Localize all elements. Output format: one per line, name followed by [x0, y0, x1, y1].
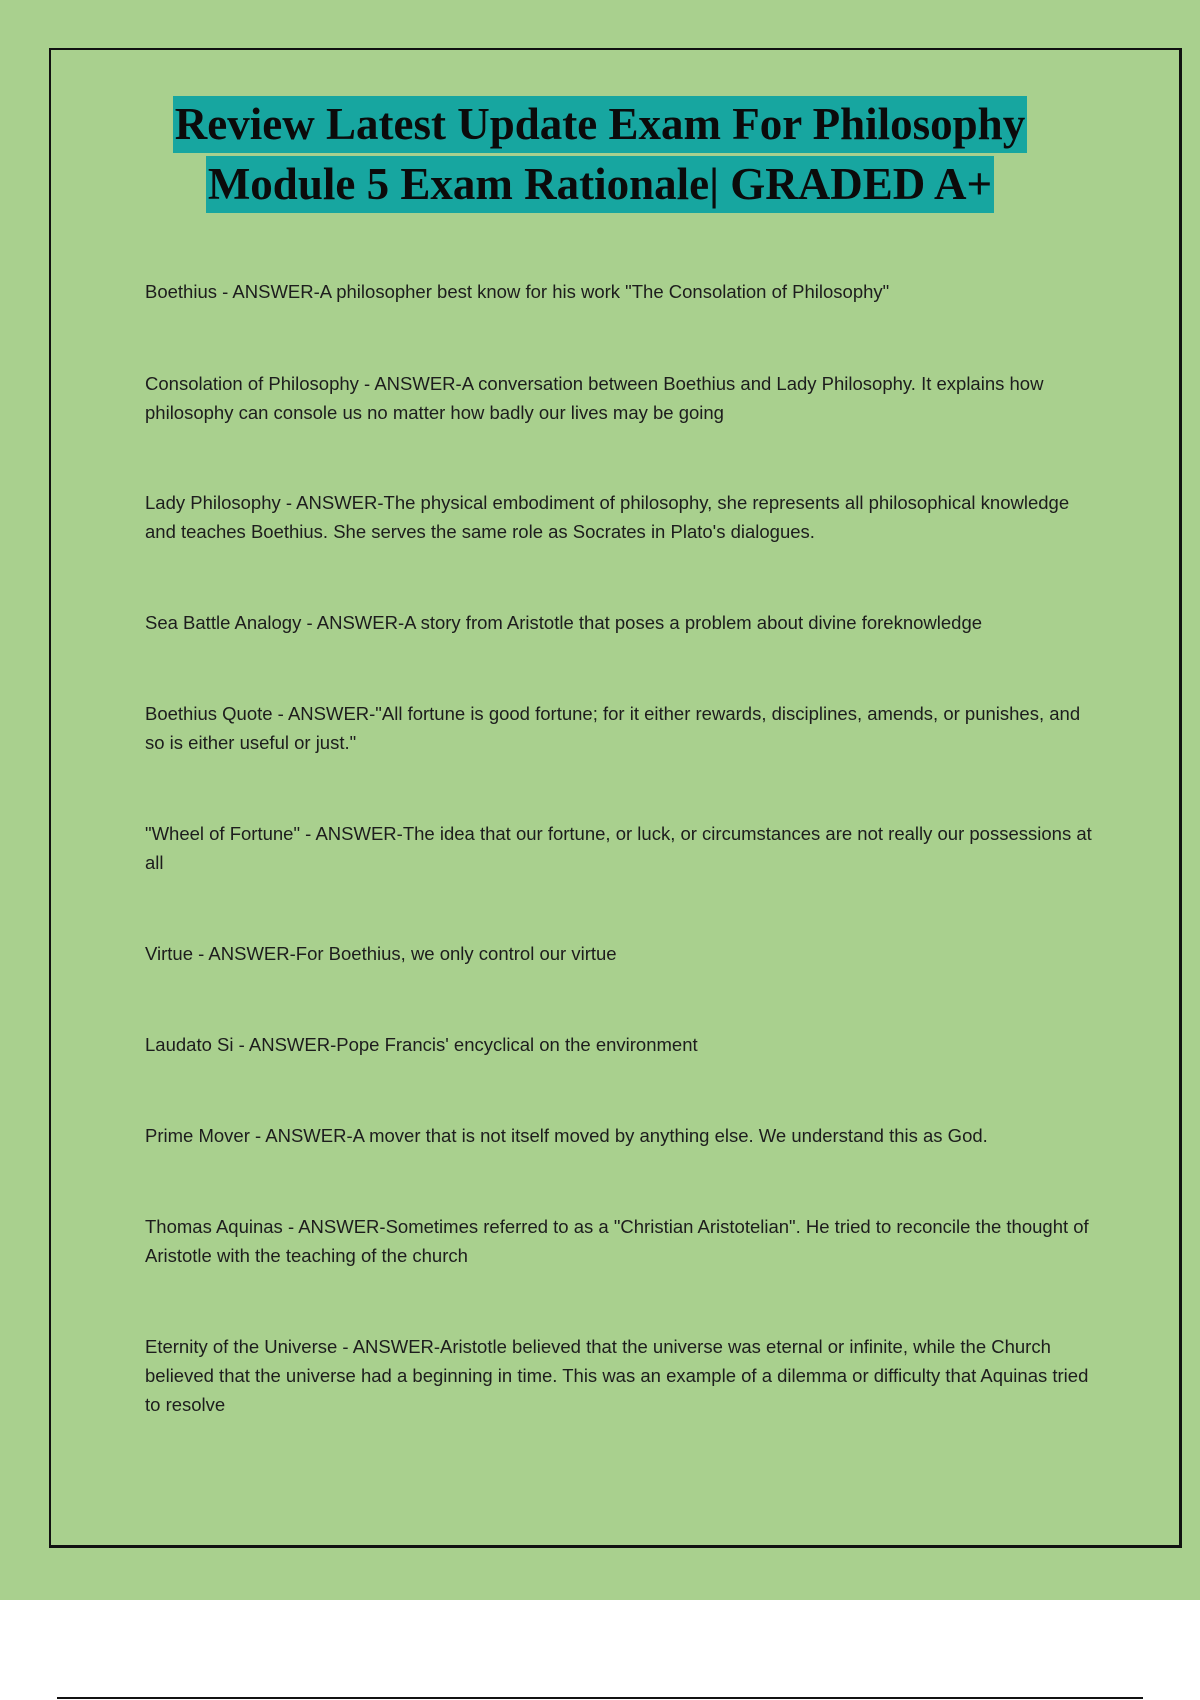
qa-entry-eternity-of-the-universe: Eternity of the Universe - ANSWER-Aristotle believed that the universe was eternal or infinite, while the Church believed that the universe had a beginning in time. This was an example of a dilemma or difficulty that Aquinas tried to resolve [145, 1336, 1089, 1415]
qa-entry-virtue: Virtue - ANSWER-For Boethius, we only control our virtue [145, 943, 617, 964]
qa-entry-sea-battle-analogy: Sea Battle Analogy - ANSWER-A story from Aristotle that poses a problem about divine foreknowledge [145, 612, 983, 633]
qa-entry-lady-philosophy: Lady Philosophy - ANSWER-The physical embodiment of philosophy, she represents all philosophical knowledge and teaches Boethius. She serves the same role as Socrates in Plato's dialogues. [145, 492, 1070, 542]
qa-entry-prime-mover: Prime Mover - ANSWER-A mover that is not itself moved by anything else. We understand this as God. [145, 1125, 988, 1146]
document-title [0, 96, 1200, 216]
qa-entry-wheel-of-fortune: "Wheel of Fortune" - ANSWER-The idea that our fortune, or luck, or circumstances are not really our possessions at all [145, 823, 1092, 873]
qa-entry-laudato-si: Laudato Si - ANSWER-Pope Francis' encyclical on the environment [145, 1034, 698, 1055]
qa-entry-thomas-aquinas: Thomas Aquinas - ANSWER-Sometimes referred to as a "Christian Aristotelian". He tried to reconcile the thought of Aristotle with the teaching of the church [145, 1216, 1089, 1266]
page-border-frame [49, 48, 1182, 1548]
title-line-1: Review Latest Update Exam For Philosophy [173, 96, 1027, 153]
qa-entry-boethius-quote: Boethius Quote - ANSWER-"All fortune is good fortune; for it either rewards, disciplines, amends, or punishes, and so is either useful or just." [145, 703, 1081, 753]
qa-entry-consolation-of-philosophy: Consolation of Philosophy - ANSWER-A conversation between Boethius and Lady Philosophy. It explains how philosophy can console us no matter how badly our lives may be going [145, 373, 1044, 423]
title-line-2: Module 5 Exam Rationale| GRADED A+ [206, 156, 994, 213]
qa-entry-boethius: Boethius - ANSWER-A philosopher best know for his work "The Consolation of Philosophy" [145, 281, 890, 302]
next-page-divider [57, 1697, 1143, 1699]
